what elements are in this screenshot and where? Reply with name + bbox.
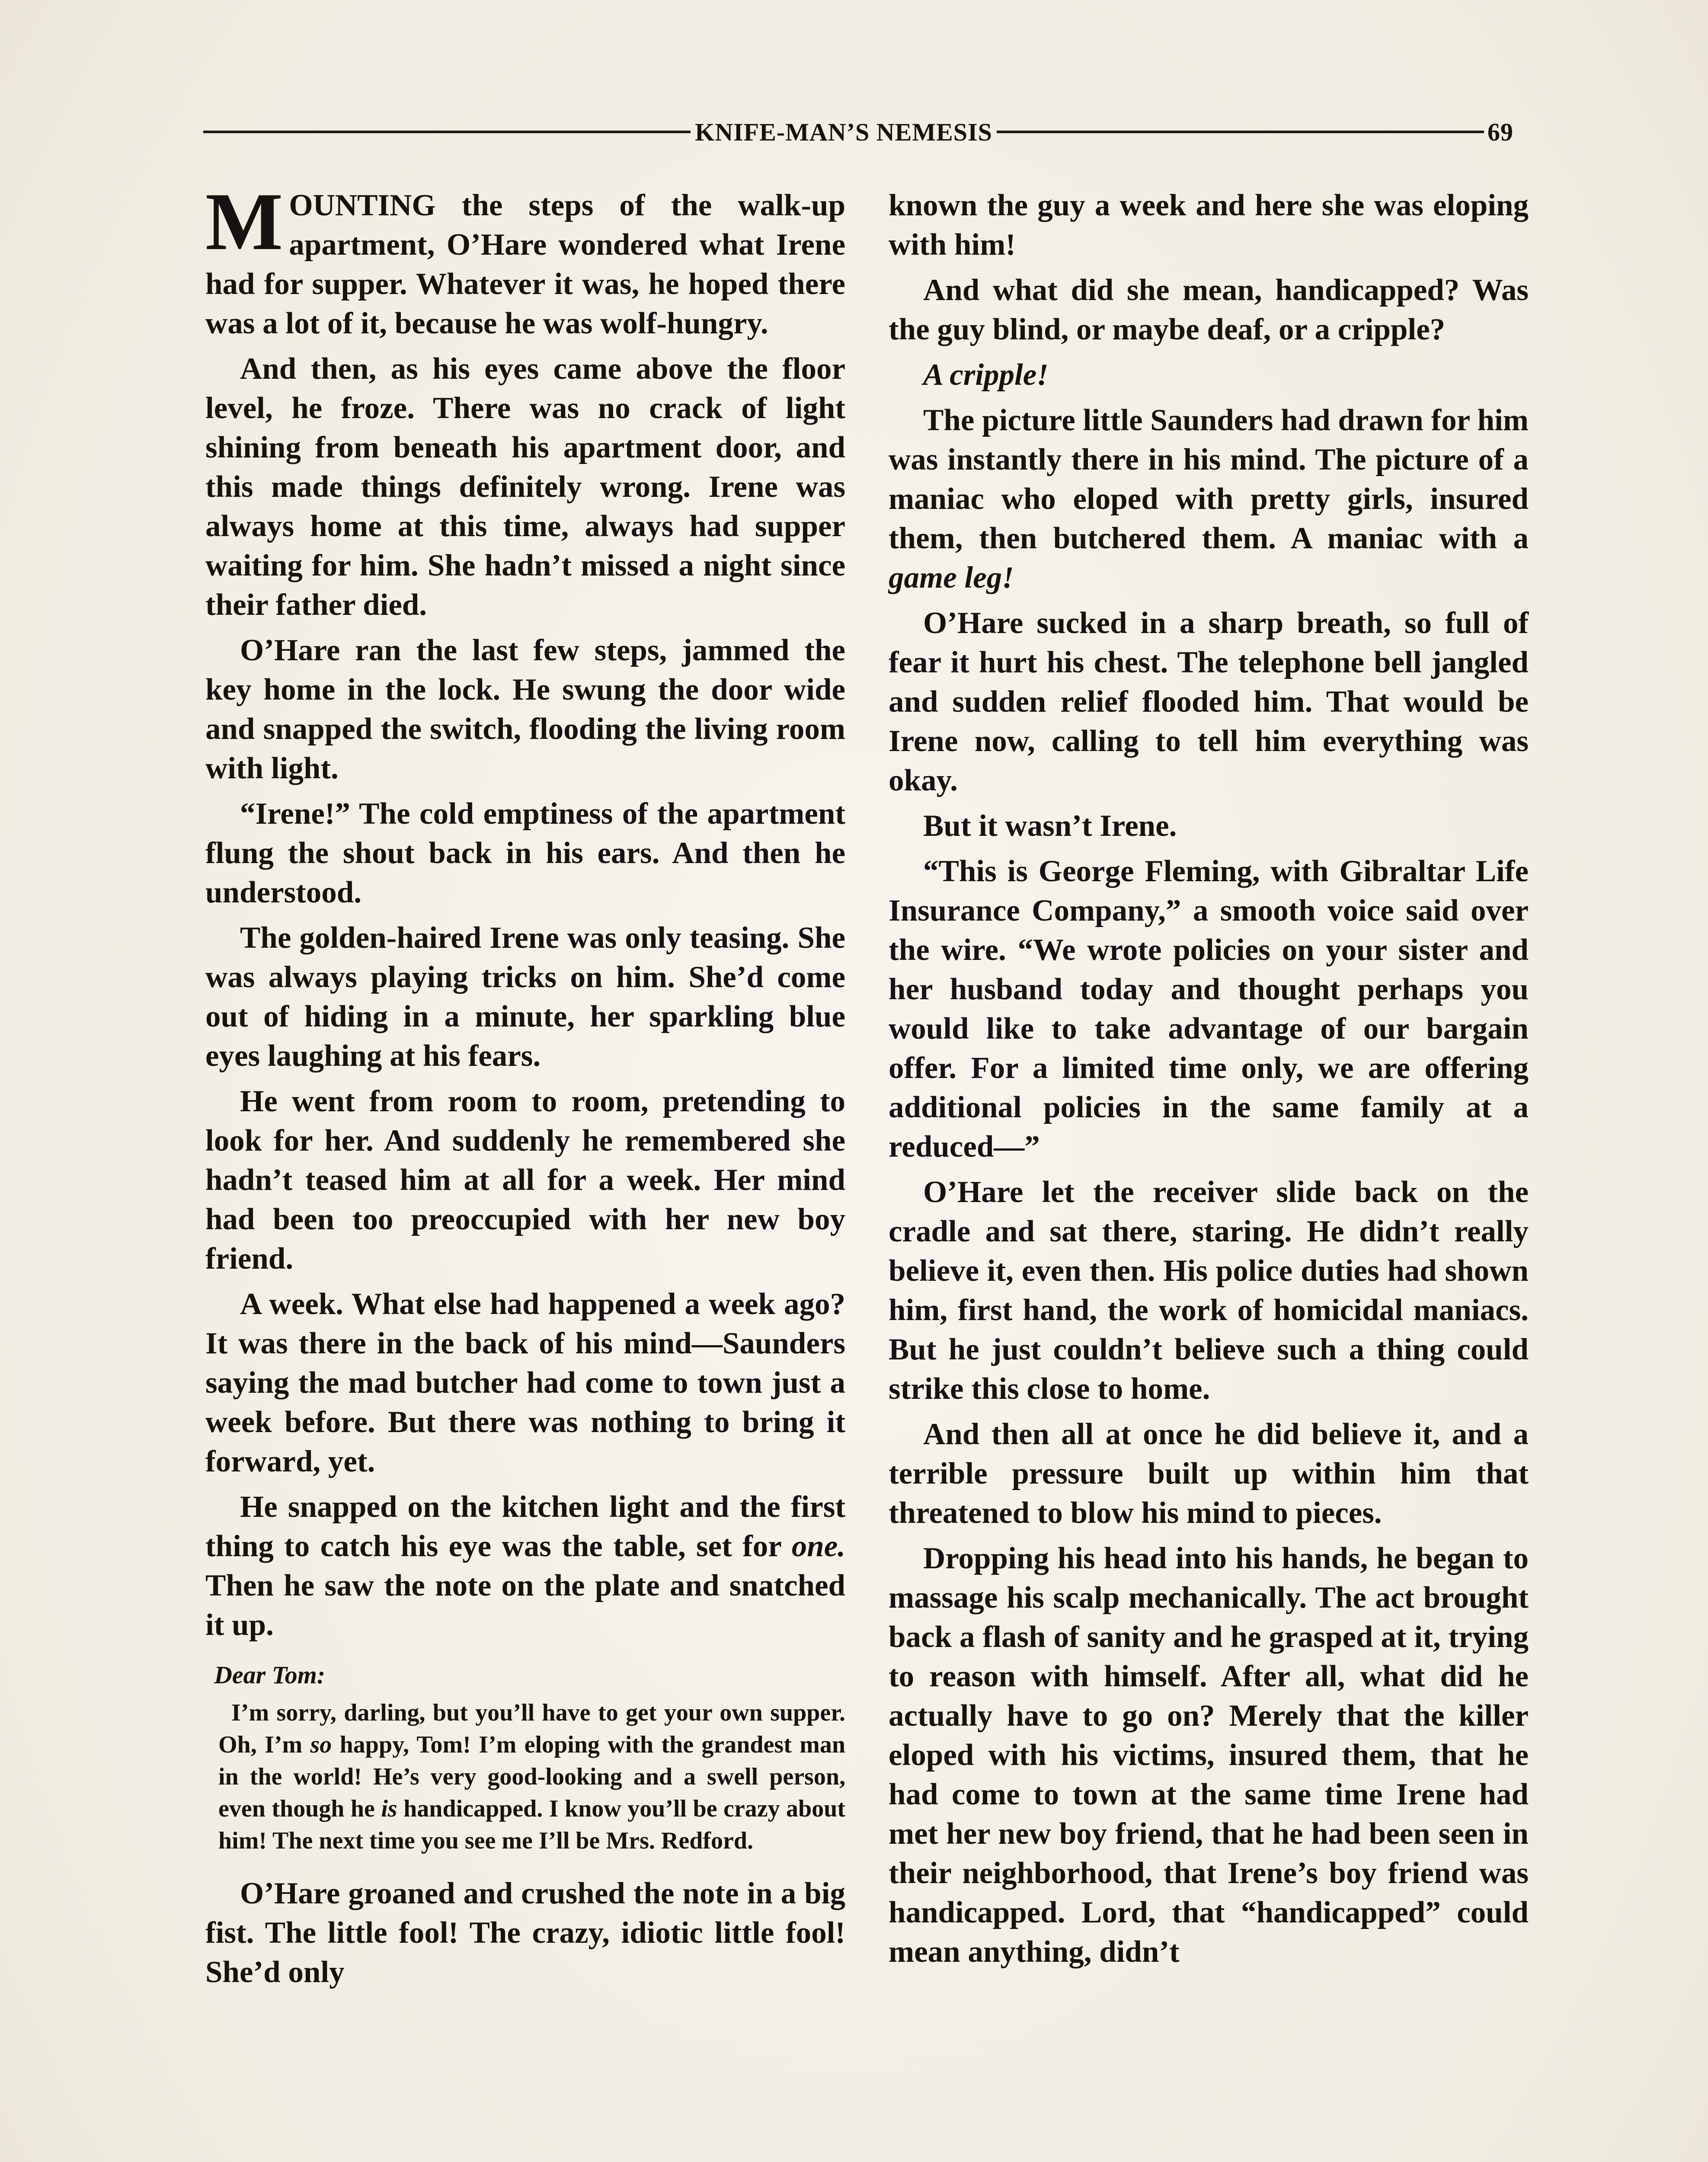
paragraph — [205, 1487, 845, 1645]
paragraph: But it wasn’t Irene. — [923, 809, 1177, 843]
paragraph: O’Hare ran the last few steps, jammed the key home in the lock. He swung the door wide and snapped the switch, flooding the living room with light. — [205, 633, 845, 785]
paragraph: Dropping his head into his hands, he began to massage his scalp mechanically. The act brought back a flash of sanity and he grasped at it, trying to reason with himself. After all, what did he actually have to go on? Merely that the killer eloped with his victims, insured them, that he had come to town at the same time Irene had met her new boy friend, that he had been seen in their neighborhood, that Irene’s boy friend was handicapped. Lord, that “handicapped” could mean anything, didn’t — [889, 1542, 1529, 1969]
header-rule-right — [997, 131, 1484, 133]
paragraph: He went from room to room, pretending to look for her. And suddenly he remembered she hadn’t teased him at all for a week. Her mind had been too preoccupied with her new boy friend. — [205, 1084, 845, 1276]
paragraph: O’Hare sucked in a sharp breath, so full of fear it hurt his chest. The telephone bell jangled and sudden relief flooded him. That would be Irene now, calling to tell him everything was okay. — [889, 606, 1529, 797]
letter-salutation: Dear Tom: — [214, 1661, 326, 1689]
paragraph: O’Hare groaned and crushed the note in a big fist. The little fool! The crazy, idiotic little fool! She’d only — [205, 1877, 845, 1989]
paragraph-text: OUNTING the steps of the walk-up apartment, O’Hare wondered what Irene had for supper. Whatever it was, he hoped there was a lot of it, because he was wolf-hungry. — [205, 189, 845, 340]
story-title: KNIFE-MAN’S NEMESIS — [695, 118, 992, 146]
paragraph: And then all at once he did believe it, and a terrible pressure built up within him that threatened to blow his mind to pieces. — [889, 1417, 1529, 1530]
paragraph-text: Then he saw the note on the plate and snatched it up. — [205, 1569, 845, 1642]
paragraph — [889, 401, 1529, 598]
letter-text: I’m sorry, darling, but you’ll have to get your own supper. Oh, I’m — [218, 1699, 845, 1758]
running-header — [203, 112, 1513, 151]
paragraph: O’Hare let the receiver slide back on the cradle and sat there, staring. He didn’t really believe it, even then. His police duties had shown him, first hand, the work of homicidal maniacs. But he just couldn’t believe such a thing could strike this close to home. — [889, 1175, 1529, 1406]
paragraph: A week. What else had happened a week ago? It was there in the back of his mind—Saunders saying the mad butcher had come to town just a week before. But there was nothing to bring it forward, yet. — [205, 1287, 845, 1478]
emphasis: game leg! — [889, 561, 1014, 595]
letter-text: handicapped. I know you’ll be crazy about him! The next time you see me I’ll be Mrs. Redford. — [218, 1795, 845, 1854]
paragraph: The golden-haired Irene was only teasing. She was always playing tricks on him. She’d come out of hiding in a minute, her sparkling blue eyes laughing at his fears. — [205, 921, 845, 1073]
paragraph-text: He snapped on the kitchen light and the first thing to catch his eye was the table, set for — [205, 1490, 845, 1563]
paragraph: And then, as his eyes came above the floor level, he froze. There was no crack of light shining from beneath his apartment door, and this made things definitely wrong. Irene was always home at this time, always had supper waiting for him. She hadn’t missed a night since their father died. — [205, 352, 845, 622]
note-letter — [205, 1658, 845, 1857]
paragraph: known the guy a week and here she was eloping with him! — [889, 189, 1529, 262]
emphasis: A cripple! — [923, 358, 1049, 392]
left-column — [205, 176, 845, 1998]
emphasis: is — [381, 1795, 397, 1822]
header-rule-left — [203, 131, 691, 133]
paragraph — [889, 355, 1529, 395]
paragraph-text: The picture little Saunders had drawn for him was instantly there in his mind. The picture of a maniac who eloped with pretty girls, insured them, then butchered them. A maniac with a — [889, 403, 1529, 555]
drop-cap: M — [205, 176, 283, 267]
paragraph: And what did she mean, handicapped? Was the guy blind, or maybe deaf, or a cripple? — [889, 273, 1529, 346]
emphasis: one. — [791, 1529, 845, 1563]
paragraph: “This is George Fleming, with Gibraltar Life Insurance Company,” a smooth voice said over the wire. “We wrote policies on your sister and her husband today and thought perhaps you would like to take advantage of our bargain offer. For a limited time only, we are offering additional policies in the same family at a reduced—” — [889, 854, 1529, 1164]
emphasis: so — [310, 1731, 332, 1758]
letter-text: happy, Tom! I’m eloping with the grandest man in the world! He’s very good-looking and a swell person, even though he — [218, 1731, 845, 1822]
page-number: 69 — [1487, 118, 1514, 146]
paragraph: “Irene!” The cold emptiness of the apartment flung the shout back in his ears. And then he understood. — [205, 797, 845, 909]
right-column — [889, 186, 1529, 1978]
letter-body — [218, 1697, 845, 1857]
paragraph — [205, 176, 845, 343]
